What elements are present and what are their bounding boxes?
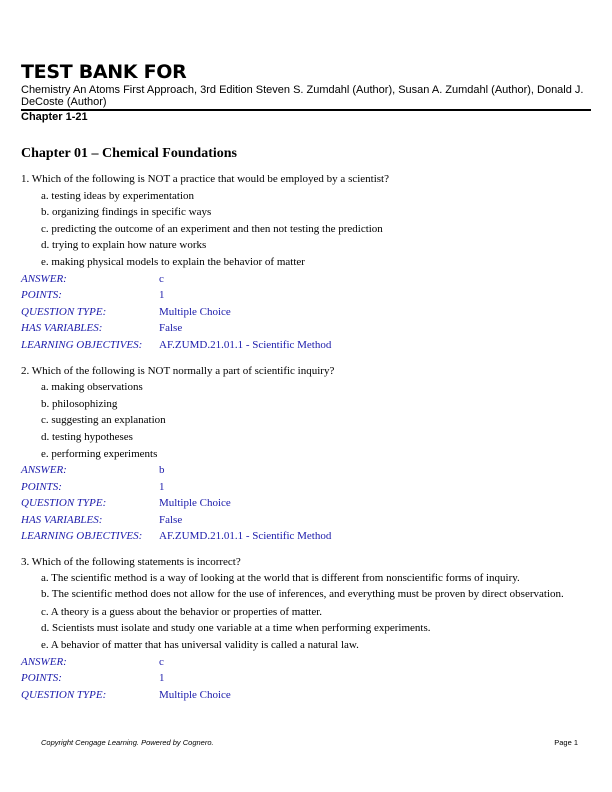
question-type-value: Multiple Choice [159, 305, 231, 318]
answer-value: c [159, 272, 164, 285]
points-row [21, 479, 591, 496]
points-row [21, 670, 591, 687]
question-stem: 3. Which of the following statements is incorrect? [21, 556, 241, 569]
has-variables-value: False [159, 322, 183, 335]
points-label: POINTS: [21, 672, 62, 685]
has-variables-label: HAS VARIABLES: [21, 513, 103, 526]
points-label: POINTS: [21, 480, 62, 493]
points-label: POINTS: [21, 289, 62, 302]
book-subtitle: Chemistry An Atoms First Approach, 3rd Edition Steven S. Zumdahl (Author), Susan A. Zumdahl (Author), Donald J. DeCoste (Author) [21, 84, 584, 108]
question-type-row [21, 304, 591, 321]
learning-objectives-label: LEARNING OBJECTIVES: [21, 530, 143, 543]
learning-objectives-label: LEARNING OBJECTIVES: [21, 338, 143, 351]
question-type-label: QUESTION TYPE: [21, 688, 107, 701]
points-value: 1 [159, 672, 165, 685]
chapter-range: Chapter 1-21 [21, 109, 591, 123]
answer-row [21, 462, 591, 479]
question-stem: 1. Which of the following is NOT a practice that would be employed by a scientist? [21, 173, 390, 185]
question-type-row [21, 495, 591, 512]
answer-row [21, 271, 591, 288]
test-bank-title: TEST BANK FOR [21, 61, 187, 83]
answer-value: b [159, 464, 165, 477]
learning-objectives-row [21, 337, 591, 354]
page-footer [41, 738, 578, 747]
option-c: c. predicting the outcome of an experiment and then not testing the prediction [41, 222, 383, 235]
chapter-title: Chapter 01 – Chemical Foundations [21, 146, 237, 161]
option-b: b. The scientific method does not allow for the use of inferences, and everything must be proven by direct observation. [41, 588, 564, 601]
option-b: b. organizing findings in specific ways [41, 206, 212, 219]
question-1 [21, 171, 591, 354]
answer-label: ANSWER: [21, 464, 67, 477]
has-variables-value: False [159, 513, 183, 526]
answer-label: ANSWER: [21, 272, 67, 285]
learning-objectives-row [21, 528, 591, 545]
option-e: e. performing experiments [41, 447, 158, 460]
has-variables-row [21, 320, 591, 337]
option-c: c. suggesting an explanation [41, 414, 166, 427]
learning-objectives-value: AF.ZUMD.21.01.1 - Scientific Method [159, 338, 332, 351]
question-list [21, 145, 591, 712]
option-d: d. Scientists must isolate and study one variable at a time when performing experiments. [41, 622, 431, 635]
option-c: c. A theory is a guess about the behavior or properties of matter. [41, 605, 323, 618]
option-b: b. philosophizing [41, 397, 118, 410]
answer-row [21, 654, 591, 671]
points-value: 1 [159, 289, 165, 302]
option-e: e. A behavior of matter that has universal validity is called a natural law. [41, 639, 359, 652]
option-a: a. The scientific method is a way of looking at the world that is different from nonscientific forms of inquiry. [41, 571, 520, 584]
question-3 [21, 554, 591, 703]
question-type-label: QUESTION TYPE: [21, 497, 107, 510]
question-2 [21, 363, 591, 546]
option-d: d. trying to explain how nature works [41, 239, 207, 252]
answer-label: ANSWER: [21, 655, 67, 668]
learning-objectives-value: AF.ZUMD.21.01.1 - Scientific Method [159, 530, 332, 543]
has-variables-label: HAS VARIABLES: [21, 322, 103, 335]
question-type-value: Multiple Choice [159, 497, 231, 510]
option-e: e. making physical models to explain the behavior of matter [41, 255, 305, 268]
points-row [21, 287, 591, 304]
question-stem: 2. Which of the following is NOT normally a part of scientific inquiry? [21, 364, 335, 377]
document-header [21, 62, 591, 123]
has-variables-row [21, 512, 591, 529]
option-a: a. making observations [41, 381, 143, 394]
points-value: 1 [159, 480, 165, 493]
page-number: Page 1 [554, 738, 578, 747]
copyright-text: Copyright Cengage Learning. Powered by Cognero. [41, 738, 214, 747]
option-d: d. testing hypotheses [41, 430, 133, 443]
question-type-row [21, 687, 591, 704]
question-type-label: QUESTION TYPE: [21, 305, 107, 318]
option-a: a. testing ideas by experimentation [41, 189, 195, 202]
answer-value: c [159, 655, 164, 668]
question-type-value: Multiple Choice [159, 688, 231, 701]
